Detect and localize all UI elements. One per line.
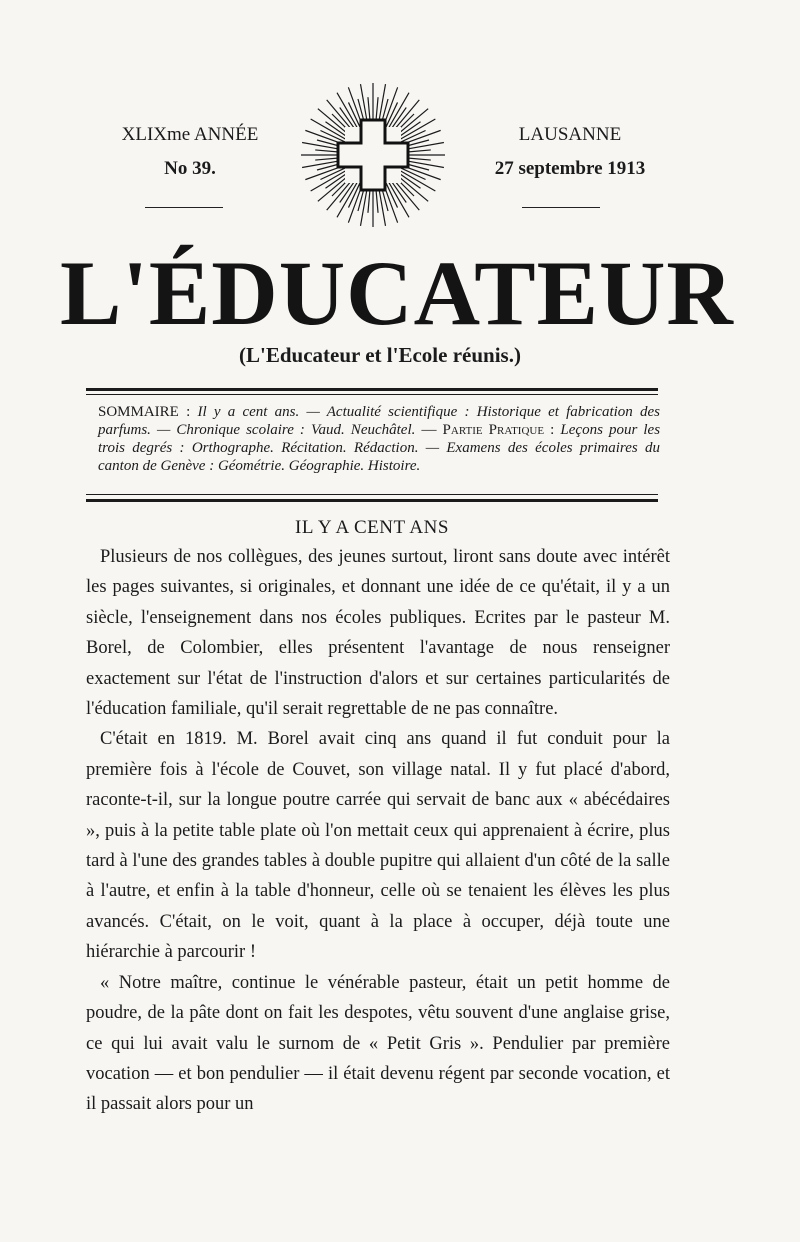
sunburst-ray: [388, 93, 409, 129]
sommaire-part1: Il y a cent ans. — Actualité scientifique : Historique et fabrication des parfums. — Chronique scolaire : Vaud. Neuchâtel.: [98, 404, 661, 438]
sunburst-ray: [388, 181, 409, 217]
masthead-subtitle: (L'Educateur et l'Ecole réunis.): [239, 343, 521, 367]
sommaire-separator: —: [421, 422, 437, 438]
top-rule-thick: [86, 388, 658, 391]
volume-year: XLIXme ANNÉE: [121, 124, 259, 145]
sommaire-part2: Leçons pour les trois degrés : Orthographe. Récitation. Rédaction. — Examens des écoles primaires du canton de Genève : Géométrie. Géographie. Histoire.: [98, 422, 661, 474]
sunburst-ray: [337, 93, 358, 129]
sunburst-ray: [311, 119, 347, 140]
table-of-contents: [98, 403, 660, 475]
header-left-rule: [145, 207, 223, 208]
bottom-rule-thin: [86, 494, 658, 495]
bottom-rule-thick: [86, 499, 658, 502]
article-paragraph: Plusieurs de nos collègues, des jeunes surtout, liront sans doute avec intérêt les pages suivantes, si originales, et donnant une idée de ce qu'était, il y a un siècle, l'enseignement dans nos écoles publiques. Ecrites par le pasteur M. Borel, de Colombier, elles présentent l'avantage de nous renseigner exactement sur l'état de l'instruction d'alors et sur certaines particularités de l'éducation familiale, qu'il serait regrettable de ne pas connaître.: [86, 547, 670, 720]
sommaire-label: SOMMAIRE :: [98, 404, 191, 420]
header-right: [470, 118, 670, 186]
masthead-title: L'ÉDUCATEUR: [60, 242, 734, 344]
top-rule-thin: [86, 394, 658, 395]
sunburst-ray: [399, 170, 435, 191]
issue-number: No 39.: [164, 158, 216, 179]
header-right-rule: [522, 207, 600, 208]
sunburst-ray: [399, 119, 435, 140]
article-paragraph: C'était en 1819. M. Borel avait cinq ans quand il fut conduit pour la première fois à l'école de Couvet, son village natal. Il y fut placé d'abord, raconte-t-il, sur la longue poutre carrée qui servait de banc aux « abécédaires », puis à la petite table plate où l'on mettait ceux qui apprenaient à écrire, plus tard à l'une des grandes tables à double pupitre qui allaient d'un côté de la salle à l'autre, et enfin à la table d'honneur, celle où se tenaient les élèves les plus avancés. C'était, on le voit, quant à la place à occuper, déjà toute une hiérarchie à parcourir !: [86, 729, 670, 963]
sunburst-ray: [311, 170, 347, 191]
city: LAUSANNE: [518, 124, 622, 145]
header-left: [100, 118, 280, 186]
issue-date: 27 septembre 1913: [494, 158, 646, 179]
article-paragraph: « Notre maître, continue le vénérable pasteur, était un petit homme de poudre, de la pâte dont on fait les despotes, vêtu souvent d'une anglaise grise, ce qui lui avait valu le surnom de « Petit Gris ». Pendulier par première vocation — et bon pendulier — il était devenu régent par seconde vocation, et il passait alors pour un: [86, 972, 670, 1115]
article-title: IL Y A CENT ANS: [295, 517, 449, 538]
sommaire-partie-pratique: Partie Pratique :: [442, 422, 555, 438]
sunburst-ray: [337, 181, 358, 217]
swiss-cross-sunburst-emblem: [298, 80, 448, 230]
article-body: [86, 542, 670, 1120]
